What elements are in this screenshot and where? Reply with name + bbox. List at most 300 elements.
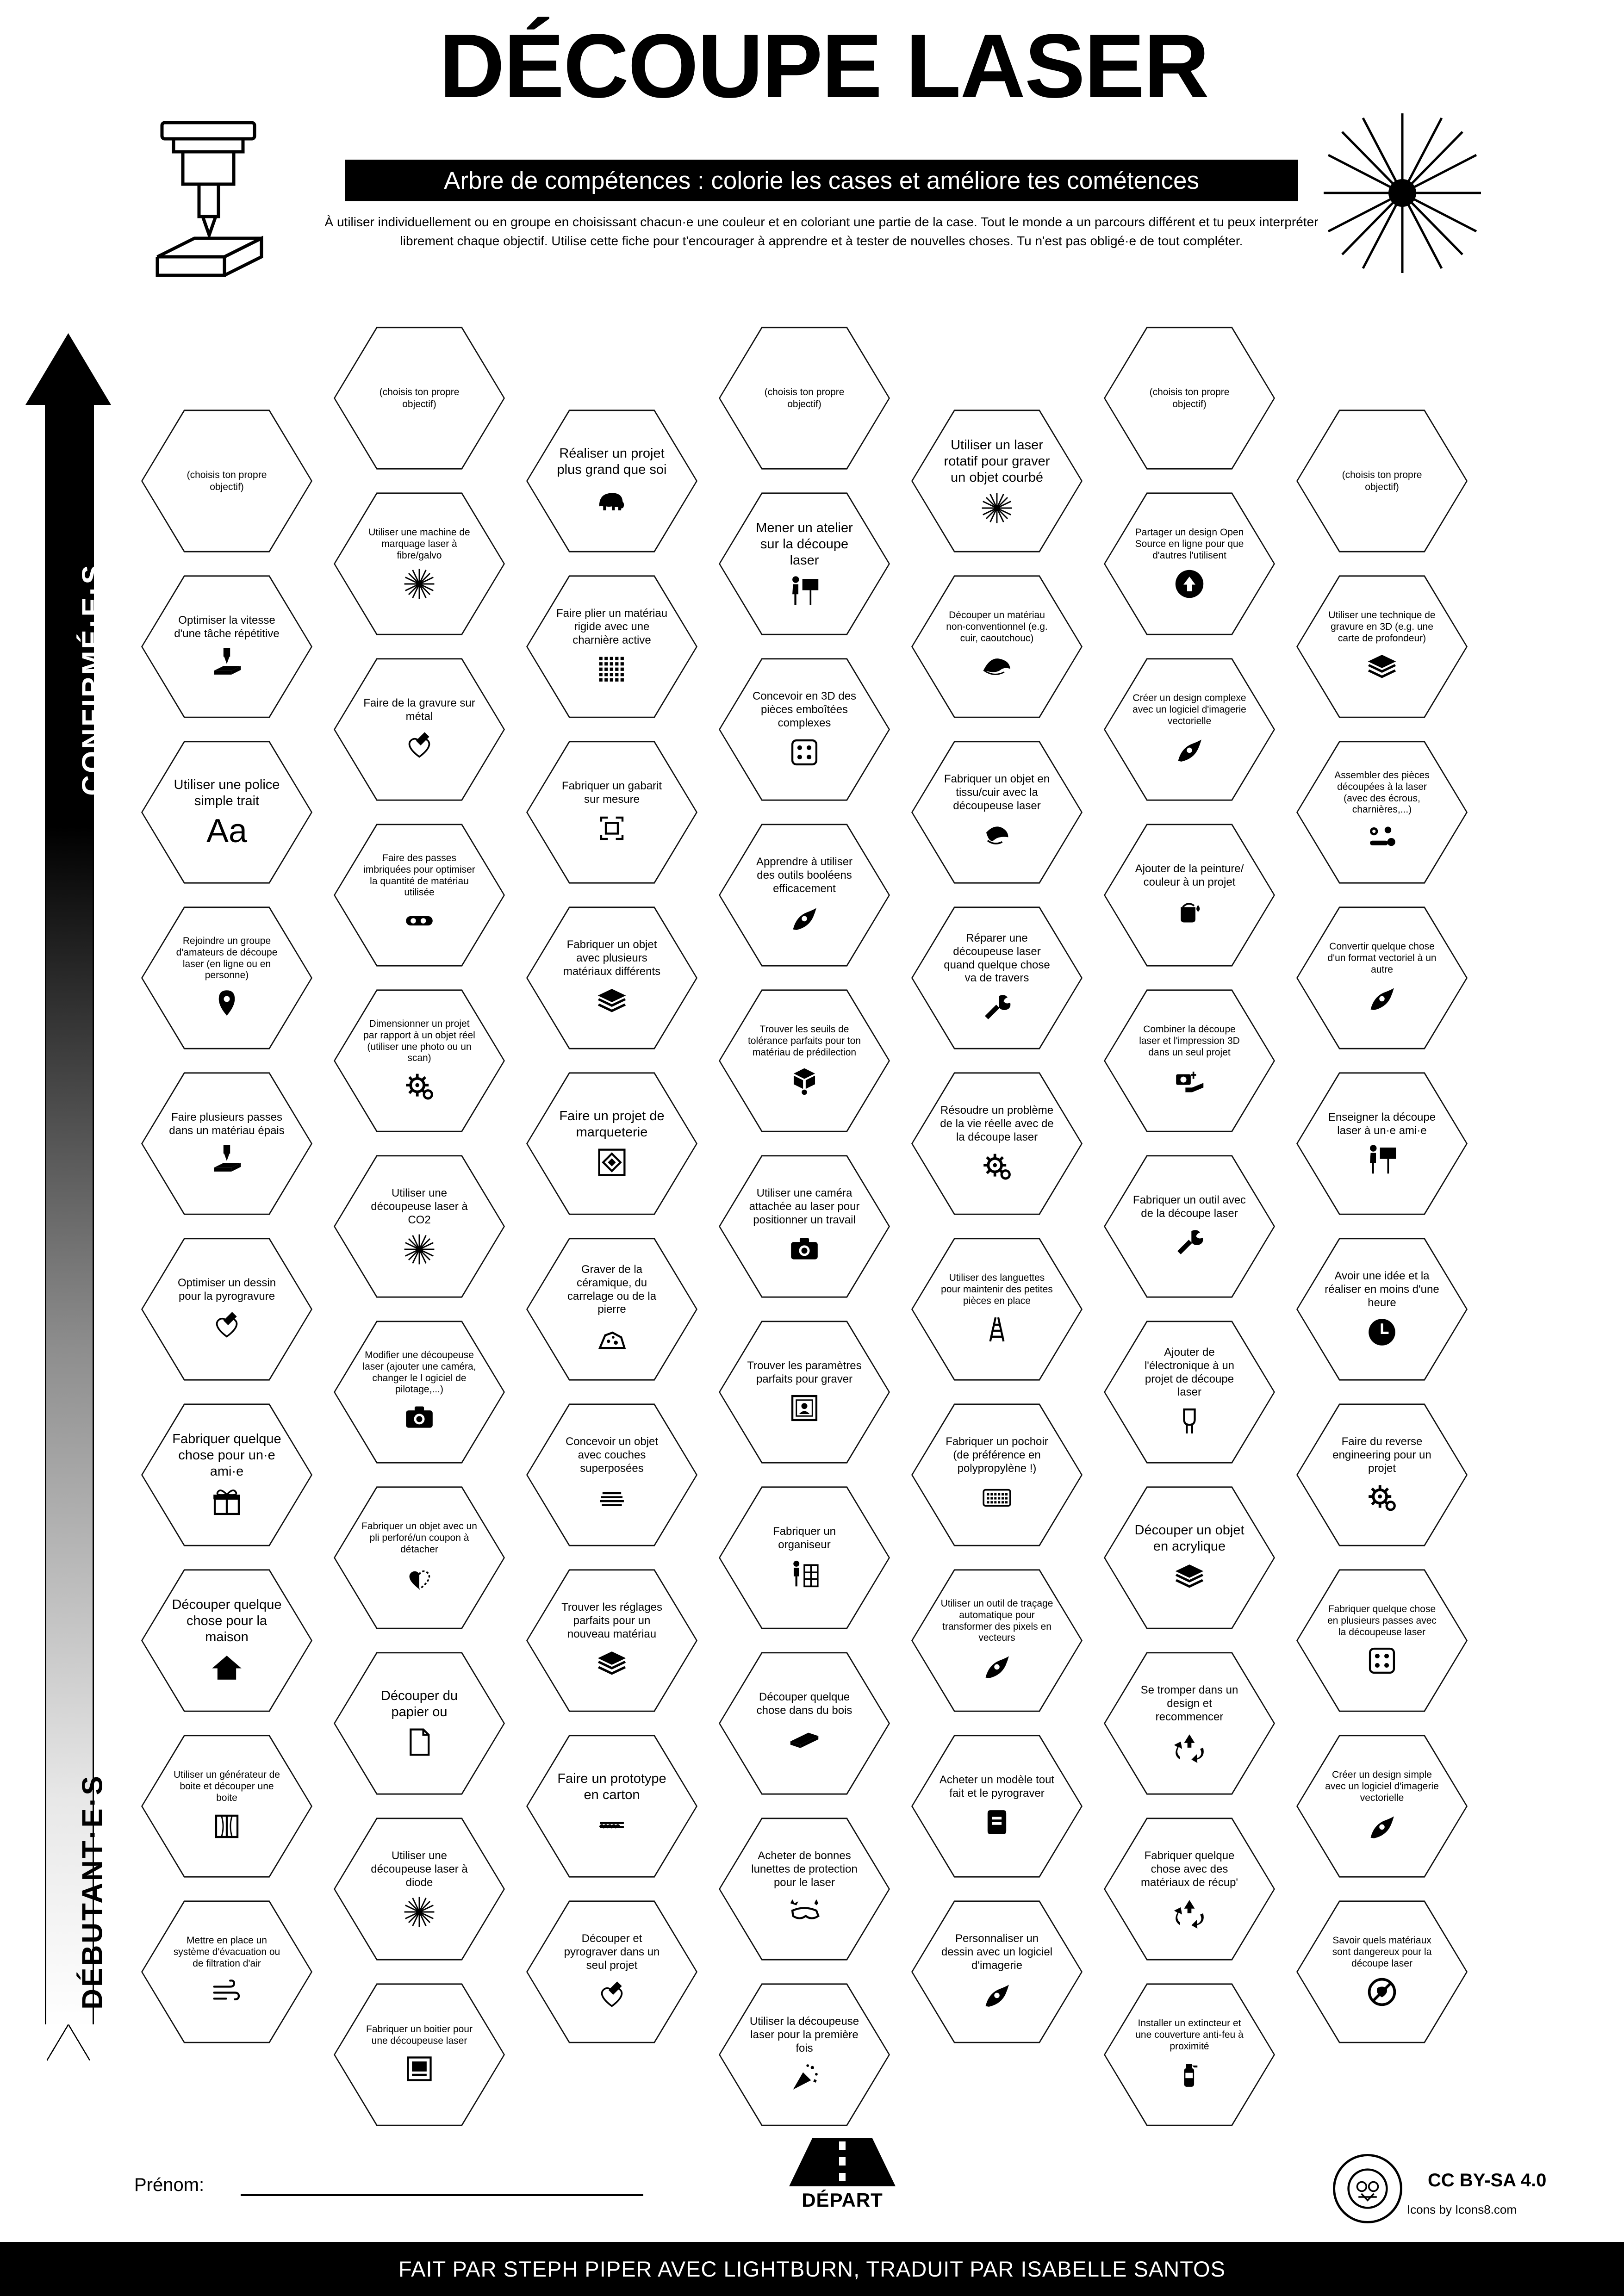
skill-hex[interactable] bbox=[141, 1401, 312, 1549]
hex-content bbox=[1132, 527, 1247, 600]
hex-content bbox=[1324, 1769, 1440, 1843]
hex-label: Trouver les réglages parfaits pour un nouveau matériau bbox=[561, 1601, 662, 1640]
gears-icon bbox=[1365, 1481, 1399, 1514]
skill-hex[interactable] bbox=[911, 904, 1083, 1052]
skill-hex[interactable] bbox=[141, 1069, 312, 1218]
skill-hex[interactable] bbox=[334, 324, 505, 472]
skill-hex[interactable] bbox=[141, 1566, 312, 1715]
skill-hex[interactable] bbox=[334, 490, 505, 638]
hex-label: (choisis ton propre objectif) bbox=[1149, 387, 1230, 410]
hex-label: Faire du reverse engineering pour un projet bbox=[1332, 1435, 1431, 1475]
hex-content bbox=[1132, 1346, 1247, 1438]
engrave-heart-icon bbox=[595, 1978, 628, 2011]
hex-label: Fabriquer quelque chose pour un·e ami·e bbox=[172, 1432, 281, 1479]
hex-content bbox=[1132, 693, 1247, 766]
skill-hex[interactable] bbox=[719, 1152, 890, 1301]
hex-content bbox=[361, 1187, 477, 1266]
extinguisher-icon bbox=[1173, 2058, 1206, 2091]
hex-content bbox=[554, 1771, 670, 1842]
hex-content bbox=[361, 2024, 477, 2086]
skill-hex[interactable] bbox=[911, 572, 1083, 721]
hex-content bbox=[361, 697, 477, 763]
skill-hex[interactable] bbox=[1296, 1732, 1468, 1880]
hex-content bbox=[747, 1691, 862, 1756]
hex-content bbox=[169, 614, 285, 680]
hex-content bbox=[169, 1277, 285, 1342]
3d-parts-icon bbox=[788, 1064, 821, 1098]
nesting-icon bbox=[403, 904, 436, 937]
hex-label: Apprendre à utiliser des outils booléens efficacement bbox=[756, 856, 853, 895]
vector-pen-icon bbox=[788, 901, 821, 935]
hex-content bbox=[939, 773, 1055, 851]
hex-content bbox=[169, 936, 285, 1020]
hex-content bbox=[1324, 469, 1440, 492]
hex-label: Savoir quels matériaux sont dangereux pour la découpe laser bbox=[1332, 1935, 1432, 1969]
hex-label: Faire un projet de marqueterie bbox=[559, 1108, 665, 1140]
hex-content bbox=[1132, 1684, 1247, 1762]
hex-content bbox=[747, 1187, 862, 1266]
elephant-icon bbox=[595, 483, 628, 516]
hex-content bbox=[747, 1849, 862, 1928]
hex-content bbox=[554, 607, 670, 686]
hex-label: Utiliser une police simple trait bbox=[174, 777, 280, 808]
airflow-icon bbox=[210, 1975, 243, 2009]
name-label: Prénom: bbox=[134, 2175, 205, 2195]
axis-label-beginner: DÉBUTANT·E·S bbox=[76, 1774, 109, 2010]
cardboard-icon bbox=[595, 1808, 628, 1842]
skill-hex[interactable] bbox=[1296, 1069, 1468, 1218]
gift-icon bbox=[210, 1485, 243, 1519]
hex-label: Résoudre un problème de la vie réelle avec de la découpe laser bbox=[940, 1104, 1054, 1143]
leather-icon bbox=[980, 650, 1014, 683]
skill-hex[interactable] bbox=[334, 987, 505, 1135]
hex-content bbox=[361, 1849, 477, 1928]
skill-hex[interactable] bbox=[1104, 655, 1275, 804]
engrave-heart-icon bbox=[403, 729, 436, 762]
location-pin-icon bbox=[210, 987, 243, 1020]
perforated-heart-icon bbox=[403, 1561, 436, 1595]
hex-content bbox=[169, 469, 285, 492]
axis-label-confirmed: CONFIRMÉ·E·S bbox=[76, 563, 109, 796]
hex-content bbox=[554, 446, 670, 517]
ladder-icon bbox=[980, 1313, 1014, 1346]
hex-content bbox=[169, 1111, 285, 1177]
skill-hex[interactable] bbox=[1296, 572, 1468, 721]
laser-burst-icon bbox=[403, 1895, 436, 1929]
hex-label: Mettre en place un système d'évacuation ou de filtration d'air bbox=[173, 1935, 280, 1969]
skill-hex[interactable] bbox=[719, 1980, 890, 2129]
skill-hex[interactable] bbox=[1104, 1483, 1275, 1632]
skill-hex[interactable] bbox=[526, 904, 697, 1052]
hex-content bbox=[747, 690, 862, 769]
skill-hex[interactable] bbox=[911, 407, 1083, 555]
vector-pen-icon bbox=[1365, 981, 1399, 1015]
skill-hex[interactable] bbox=[1296, 1898, 1468, 2046]
hex-label: Réaliser un projet plus grand que soi bbox=[557, 446, 667, 477]
skill-hex[interactable] bbox=[526, 1566, 697, 1715]
presenter-icon bbox=[788, 574, 821, 608]
skill-hex[interactable] bbox=[526, 1401, 697, 1549]
skill-hex[interactable] bbox=[719, 1483, 890, 1632]
skill-hex[interactable] bbox=[141, 407, 312, 555]
hex-content bbox=[939, 1598, 1055, 1683]
hex-content bbox=[361, 1350, 477, 1434]
tools-icon bbox=[980, 991, 1014, 1024]
recycle-icon bbox=[1173, 1895, 1206, 1929]
hex-label: Utiliser une machine de marquage laser à fibre/galvo bbox=[368, 527, 470, 561]
hex-label: Réparer une découpeuse laser quand quelque chose va de travers bbox=[944, 931, 1050, 985]
skill-hex[interactable] bbox=[911, 1069, 1083, 1218]
skill-hex[interactable] bbox=[719, 1318, 890, 1466]
hex-content bbox=[554, 1932, 670, 2011]
hex-label: Découper du papier ou bbox=[380, 1688, 458, 1719]
hex-label: Découper un objet en acrylique bbox=[1134, 1522, 1244, 1554]
hex-content bbox=[747, 386, 862, 410]
hex-content bbox=[1324, 770, 1440, 855]
skill-hex[interactable] bbox=[911, 1401, 1083, 1549]
skill-hex[interactable] bbox=[1296, 1235, 1468, 1384]
skill-hex[interactable] bbox=[334, 1980, 505, 2129]
hex-label: Utiliser des languettes pour maintenir des petites pièces en place bbox=[941, 1272, 1053, 1306]
hex-content bbox=[361, 853, 477, 937]
dice-icon bbox=[788, 736, 821, 769]
hex-content bbox=[1324, 1604, 1440, 1677]
hex-label: Découper un matériau non-conventionnel (e.g. cuir, caoutchouc) bbox=[946, 610, 1048, 644]
skill-hex[interactable] bbox=[911, 1732, 1083, 1880]
hex-content bbox=[1324, 610, 1440, 683]
skill-hex[interactable] bbox=[526, 572, 697, 721]
hex-label: Trouver les seuils de tolérance parfaits pour ton matériau de prédilection bbox=[748, 1024, 861, 1058]
camera-laser-icon bbox=[1173, 1064, 1206, 1098]
stacked-lines-icon bbox=[595, 1481, 628, 1514]
organizer-icon bbox=[788, 1557, 821, 1590]
hex-content bbox=[939, 1272, 1055, 1346]
forbidden-icon bbox=[1365, 1975, 1399, 2009]
tools-icon bbox=[1173, 1226, 1206, 1259]
start-label: DÉPART bbox=[802, 2189, 883, 2211]
name-input-line[interactable] bbox=[241, 2194, 643, 2196]
hex-content bbox=[939, 1774, 1055, 1839]
skill-hex[interactable] bbox=[334, 1649, 505, 1798]
hex-label: Concevoir un objet avec couches superposées bbox=[565, 1435, 659, 1475]
hex-content bbox=[747, 2015, 862, 2094]
skill-hex[interactable] bbox=[911, 1235, 1083, 1384]
skill-hex[interactable] bbox=[719, 1649, 890, 1798]
camera-icon bbox=[403, 1401, 436, 1434]
intro-paragraph: À utiliser individuellement ou en groupe en choisissant chacun·e une couleur et en coloriant une partie de la case. Tout le monde a un parcours différent et tu peux interpréter librement chaque objectif. Utilise cette fiche pour t'encourager à apprendre et à tester de nouvelles choses. Tu n'est pas obligé·e de tout compléter. bbox=[324, 215, 1319, 248]
hex-content bbox=[169, 777, 285, 848]
subtitle-banner: Arbre de compétences : colorie les cases et améliore tes cométences bbox=[345, 160, 1298, 201]
recycle-icon bbox=[1173, 1730, 1206, 1763]
skill-hex[interactable] bbox=[141, 572, 312, 721]
hex-label: Faire de la gravure sur métal bbox=[363, 696, 475, 723]
laser-burst-icon bbox=[403, 1233, 436, 1266]
hex-label: Acheter un modèle tout fait et le pyrograver bbox=[939, 1773, 1055, 1800]
hex-label: Faire des passes imbriquées pour optimiser la quantité de matériau utilisée bbox=[363, 852, 475, 898]
hex-label: Fabriquer un boitier pour une découpeuse laser bbox=[366, 2023, 473, 2046]
hex-label: Combiner la découpe laser et l'impression 3D dans un seul projet bbox=[1139, 1024, 1240, 1058]
hex-content bbox=[361, 1521, 477, 1594]
hex-label: Faire plusieurs passes dans un matériau épais bbox=[169, 1111, 285, 1137]
hex-label: Concevoir en 3D des pièces emboîtées complexes bbox=[752, 690, 857, 729]
hex-content bbox=[939, 610, 1055, 683]
led-icon bbox=[1173, 1405, 1206, 1438]
hex-label: Fabriquer un gabarit sur mesure bbox=[561, 779, 662, 806]
skill-hex[interactable] bbox=[719, 1815, 890, 1963]
box-icon bbox=[210, 1810, 243, 1843]
hex-content bbox=[939, 437, 1055, 524]
skill-hex[interactable] bbox=[911, 738, 1083, 887]
hex-label: Fabriquer un objet avec plusieurs matériaux différents bbox=[563, 938, 661, 978]
vector-pen-icon bbox=[1173, 733, 1206, 766]
gears-icon bbox=[403, 1070, 436, 1103]
hex-content bbox=[361, 386, 477, 410]
hex-label: Utiliser une caméra attachée au laser pour positionner un travail bbox=[749, 1187, 860, 1226]
hex-label: Avoir une idée et la réaliser en moins d'une heure bbox=[1325, 1270, 1439, 1309]
hex-content bbox=[554, 1108, 670, 1179]
hex-label: Fabriquer un objet en tissu/cuir avec la découpeuse laser bbox=[944, 773, 1050, 812]
upload-circle-icon bbox=[1173, 567, 1206, 601]
hex-label: Utiliser un outil de traçage automatique pour transformer des pixels en vecteurs bbox=[940, 1598, 1053, 1644]
hex-label: Faire plier un matériau rigide avec une charnière active bbox=[556, 607, 668, 646]
hex-content bbox=[169, 1769, 285, 1843]
hex-label: Optimiser la vitesse d'une tâche répétitive bbox=[174, 614, 280, 640]
hex-content bbox=[747, 1024, 862, 1097]
hex-content bbox=[1132, 2018, 1247, 2091]
hex-content bbox=[1324, 1111, 1440, 1177]
start-marker bbox=[778, 2138, 907, 2211]
layers-icon bbox=[595, 1647, 628, 1680]
hex-label: Installer un extincteur et une couverture anti-feu à proximité bbox=[1135, 2018, 1244, 2052]
hex-content bbox=[554, 1435, 670, 1514]
portrait-icon bbox=[788, 1391, 821, 1425]
hex-label: Convertir quelque chose d'un format vectoriel à un autre bbox=[1327, 941, 1437, 975]
skill-hex[interactable] bbox=[141, 1235, 312, 1384]
skill-hex[interactable] bbox=[334, 821, 505, 969]
hex-label: Utiliser un laser rotatif pour graver un objet courbé bbox=[944, 438, 1050, 485]
hex-content bbox=[361, 527, 477, 600]
hex-content bbox=[554, 780, 670, 845]
hex-label: Assembler des pièces découpées à la laser (avec des écrous, charnières,...) bbox=[1334, 769, 1430, 815]
license-badge-icon bbox=[1333, 2154, 1402, 2223]
skill-hex[interactable] bbox=[334, 1318, 505, 1466]
hex-label: Découper et pyrograver dans un seul projet bbox=[564, 1932, 660, 1972]
hex-label: Acheter de bonnes lunettes de protection pour le laser bbox=[751, 1849, 858, 1889]
hex-label: Rejoindre un groupe d'amateurs de découpe laser (en ligne ou en personne) bbox=[176, 935, 278, 981]
house-icon bbox=[210, 1651, 243, 1684]
dice-icon bbox=[1365, 1644, 1399, 1677]
hex-content bbox=[1324, 1270, 1440, 1348]
hex-label: Découper quelque chose dans du bois bbox=[756, 1690, 852, 1717]
hex-content bbox=[361, 1688, 477, 1759]
skill-hex[interactable] bbox=[526, 1069, 697, 1218]
skill-hex[interactable] bbox=[1104, 324, 1275, 472]
clock-icon bbox=[1365, 1316, 1399, 1349]
hex-content bbox=[1324, 1935, 1440, 2008]
hex-content bbox=[554, 938, 670, 1017]
hex-content bbox=[1132, 386, 1247, 410]
hex-label: Fabriquer un organiseur bbox=[772, 1525, 836, 1551]
skill-hex[interactable] bbox=[334, 1815, 505, 1963]
laser-burst-icon bbox=[403, 567, 436, 601]
skill-hex[interactable] bbox=[719, 655, 890, 804]
hex-content bbox=[1132, 1522, 1247, 1594]
laser-machine-icon bbox=[210, 646, 243, 679]
mask-icon bbox=[980, 1806, 1014, 1839]
hex-label: Ajouter de l'électronique à un projet de découpe laser bbox=[1144, 1346, 1235, 1399]
credit-bar: FAIT PAR STEPH PIPER AVEC LIGHTBURN, TRADUIT PAR ISABELLE SANTOS bbox=[0, 2242, 1624, 2296]
skill-hex[interactable] bbox=[911, 1566, 1083, 1715]
gears-icon bbox=[980, 1150, 1014, 1183]
skill-hex[interactable] bbox=[1104, 1318, 1275, 1466]
hex-content bbox=[1132, 1024, 1247, 1097]
layers-icon bbox=[595, 984, 628, 1018]
hex-content bbox=[939, 1435, 1055, 1514]
skill-hex[interactable] bbox=[719, 324, 890, 472]
presenter-icon bbox=[1365, 1143, 1399, 1176]
skill-hex[interactable] bbox=[141, 1732, 312, 1880]
hex-label: (choisis ton propre objectif) bbox=[379, 387, 460, 410]
skill-hex[interactable] bbox=[526, 1898, 697, 2046]
hex-label: Utiliser la découpeuse laser pour la première fois bbox=[749, 2015, 859, 2054]
skill-hex[interactable] bbox=[1296, 904, 1468, 1052]
goggles-icon bbox=[788, 1895, 821, 1929]
hex-content bbox=[1324, 941, 1440, 1014]
skill-hex[interactable] bbox=[526, 1235, 697, 1384]
layers-icon bbox=[1173, 1560, 1206, 1593]
skill-hex[interactable] bbox=[141, 738, 312, 887]
skill-hex[interactable] bbox=[1104, 1649, 1275, 1798]
skill-hex[interactable] bbox=[1104, 987, 1275, 1135]
skill-hex[interactable] bbox=[1104, 1980, 1275, 2129]
skill-hex[interactable] bbox=[911, 1898, 1083, 2046]
layers-icon bbox=[1365, 650, 1399, 683]
hex-label: Fabriquer un pochoir (de préférence en polypropylène !) bbox=[946, 1435, 1048, 1475]
hex-label: (choisis ton propre objectif) bbox=[187, 470, 267, 492]
hex-label: Fabriquer quelque chose en plusieurs passes avec la découpeuse laser bbox=[1327, 1604, 1437, 1638]
hex-label: Graver de la céramique, du carrelage ou de la pierre bbox=[567, 1263, 657, 1316]
bolts-icon bbox=[1365, 821, 1399, 855]
hex-label: Optimiser un dessin pour la pyrogravure bbox=[177, 1276, 276, 1303]
laser-burst-icon bbox=[980, 491, 1014, 525]
hex-label: Trouver les paramètres parfaits pour graver bbox=[747, 1359, 862, 1385]
hex-label: Fabriquer un outil avec de la découpe laser bbox=[1132, 1193, 1246, 1220]
skill-hex[interactable] bbox=[1104, 1815, 1275, 1963]
hex-content bbox=[747, 1525, 862, 1591]
hex-content bbox=[939, 1932, 1055, 2011]
skill-hex[interactable] bbox=[141, 904, 312, 1052]
hex-content bbox=[1132, 1849, 1247, 1928]
skill-hex[interactable] bbox=[141, 1898, 312, 2046]
hex-content bbox=[939, 932, 1055, 1024]
skill-hex[interactable] bbox=[1104, 1152, 1275, 1301]
hex-label: Dimensionner un projet par rapport à un objet réel (utiliser une photo ou un scan) bbox=[363, 1018, 475, 1064]
hex-label: Modifier une découpeuse laser (ajouter une caméra, changer le l ogiciel de pilotage,...) bbox=[362, 1349, 476, 1395]
hex-content bbox=[554, 1601, 670, 1680]
hex-content bbox=[1132, 863, 1247, 928]
frame-icon bbox=[595, 812, 628, 845]
hex-label: Utiliser une technique de gravure en 3D (e.g. une carte de profondeur) bbox=[1328, 610, 1436, 644]
laser-machine-icon bbox=[210, 1143, 243, 1176]
stencil-icon bbox=[980, 1481, 1014, 1514]
hex-label: Créer un design simple avec un logiciel d'imagerie vectorielle bbox=[1325, 1769, 1439, 1803]
fabric-icon bbox=[980, 819, 1014, 852]
hex-content bbox=[1132, 1194, 1247, 1260]
hex-label: Découper quelque chose pour la maison bbox=[172, 1597, 282, 1644]
road-icon bbox=[789, 2138, 896, 2186]
hex-label: Personnaliser un dessin avec un logiciel d'imagerie bbox=[941, 1932, 1053, 1972]
hex-content bbox=[1324, 1435, 1440, 1514]
hex-content bbox=[169, 1935, 285, 2008]
paint-bucket-icon bbox=[1173, 894, 1206, 928]
hex-label: Utiliser une découpeuse laser à diode bbox=[371, 1849, 468, 1889]
wood-icon bbox=[788, 1723, 821, 1756]
hex-content bbox=[169, 1431, 285, 1518]
Aa-icon: Aa bbox=[206, 813, 248, 850]
skill-hex[interactable] bbox=[719, 821, 890, 969]
engrave-heart-icon bbox=[210, 1309, 243, 1342]
enclosure-icon bbox=[403, 2052, 436, 2085]
hex-content bbox=[747, 1359, 862, 1425]
vector-pen-icon bbox=[980, 1650, 1014, 1683]
hex-label: (choisis ton propre objectif) bbox=[1342, 470, 1422, 492]
skill-hex[interactable] bbox=[719, 490, 890, 638]
hex-label: Créer un design complexe avec un logiciel d'imagerie vectorielle bbox=[1132, 693, 1246, 726]
vector-pen-icon bbox=[1365, 1810, 1399, 1843]
skill-hex[interactable] bbox=[1296, 1401, 1468, 1549]
marquetry-icon bbox=[595, 1146, 628, 1179]
hex-label: Fabriquer un objet avec un pli perforé/un coupon à détacher bbox=[361, 1521, 477, 1555]
license-text: CC BY-SA 4.0 bbox=[1428, 2170, 1547, 2191]
skill-hex[interactable] bbox=[719, 987, 890, 1135]
skill-hex[interactable] bbox=[526, 407, 697, 555]
hex-label: Fabriquer quelque chose avec des matériaux de récup' bbox=[1140, 1849, 1238, 1889]
skill-hex[interactable] bbox=[334, 1152, 505, 1301]
hex-label: Utiliser un générateur de boite et découper une boite bbox=[174, 1769, 280, 1803]
skill-hex[interactable] bbox=[526, 1732, 697, 1880]
icons-credit: Icons by Icons8.com bbox=[1407, 2203, 1517, 2216]
skill-hex[interactable] bbox=[1104, 821, 1275, 969]
hex-content bbox=[554, 1263, 670, 1355]
camera-icon bbox=[788, 1233, 821, 1266]
hex-label: Utiliser une découpeuse laser à CO2 bbox=[371, 1187, 468, 1226]
hex-content bbox=[939, 1104, 1055, 1183]
skill-hex[interactable] bbox=[1104, 490, 1275, 638]
hex-label: Ajouter de la peinture/ couleur à un projet bbox=[1135, 862, 1244, 888]
grid-pattern-icon bbox=[595, 653, 628, 686]
hex-label: Enseigner la découpe laser à un·e ami·e bbox=[1328, 1111, 1436, 1137]
hex-content bbox=[747, 856, 862, 934]
hex-content bbox=[747, 520, 862, 607]
hex-label: Faire un prototype en carton bbox=[557, 1771, 666, 1802]
hex-label: Se tromper dans un design et recommencer bbox=[1140, 1684, 1238, 1723]
vector-pen-icon bbox=[980, 1978, 1014, 2011]
hex-content bbox=[169, 1597, 285, 1684]
party-icon bbox=[788, 2061, 821, 2094]
hex-label: Partager un design Open Source en ligne pour que d'autres l'utilisent bbox=[1135, 527, 1244, 561]
hex-content bbox=[361, 1018, 477, 1103]
paper-icon bbox=[403, 1725, 436, 1759]
hex-label: (choisis ton propre objectif) bbox=[764, 387, 845, 410]
stone-icon bbox=[595, 1322, 628, 1355]
skill-hex[interactable] bbox=[1296, 1566, 1468, 1715]
skill-hex[interactable] bbox=[1296, 738, 1468, 887]
skill-hex[interactable] bbox=[334, 1483, 505, 1632]
skill-hex[interactable] bbox=[334, 655, 505, 804]
skill-hex[interactable] bbox=[526, 738, 697, 887]
page-title: DÉCOUPE LASER bbox=[439, 15, 1208, 117]
skill-hex[interactable] bbox=[1296, 407, 1468, 555]
